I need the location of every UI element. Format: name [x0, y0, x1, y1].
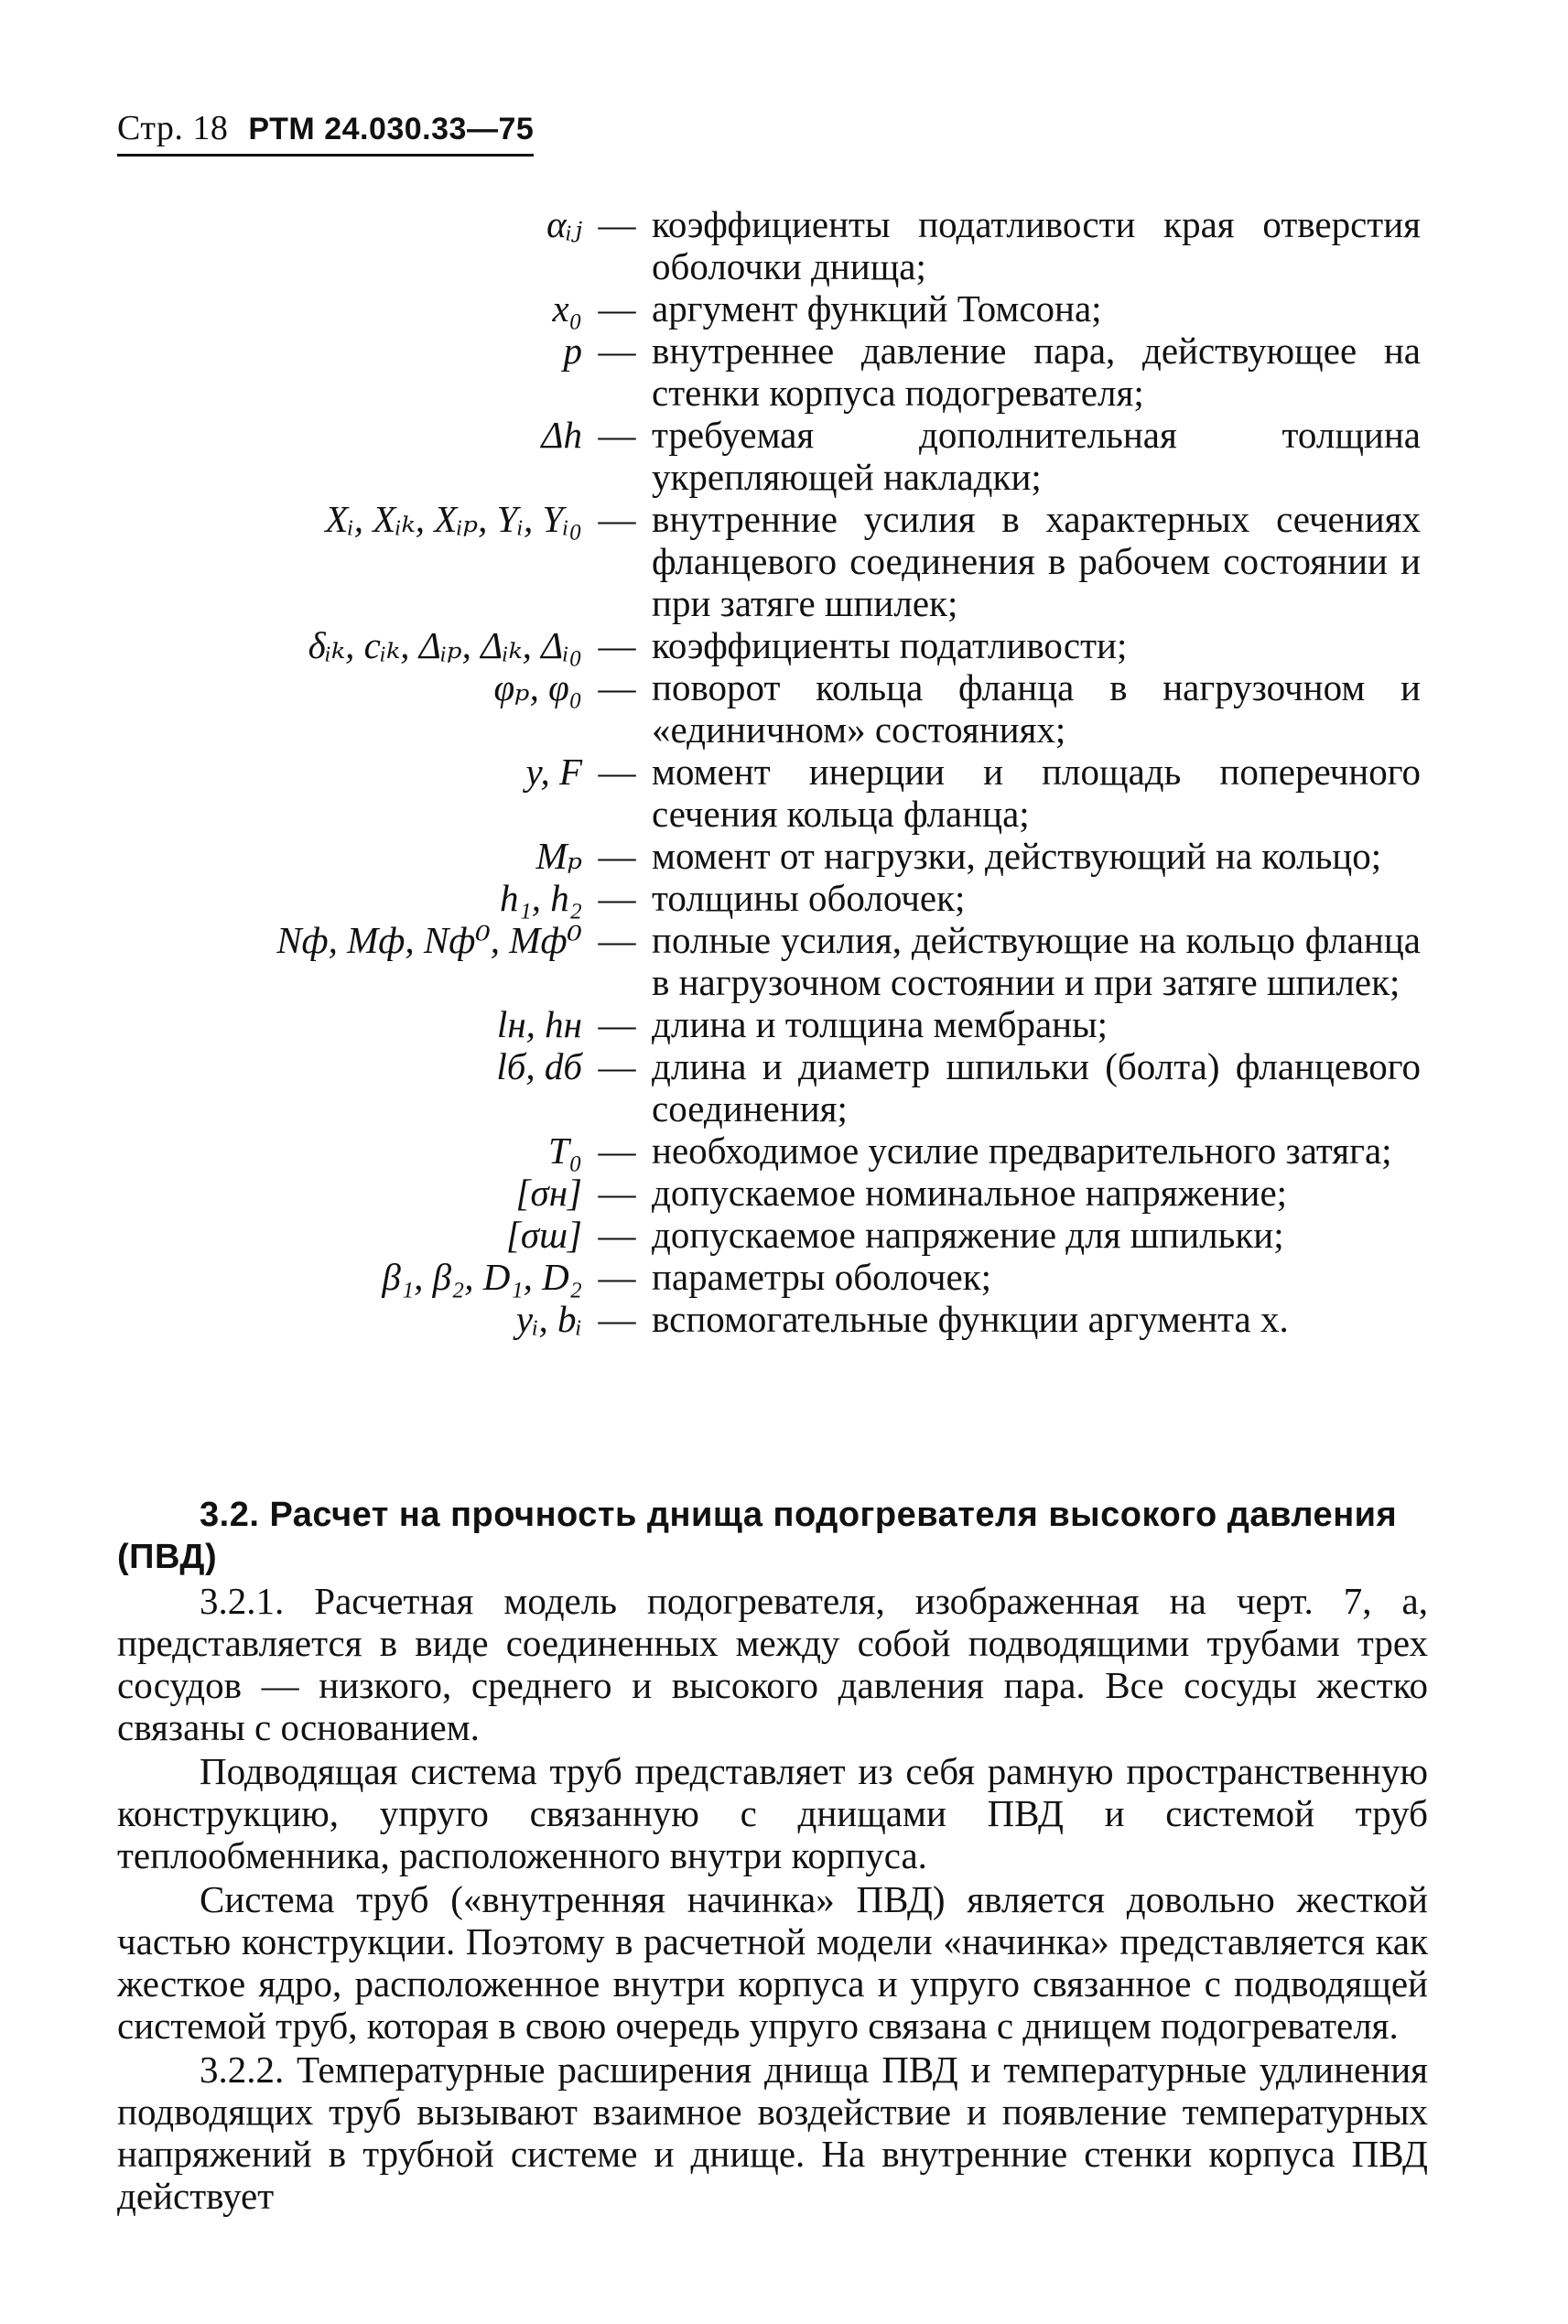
definition-symbol: β₁, β₂, D₁, D₂	[382, 1256, 582, 1298]
definition-text: поворот кольца фланца в нагрузочном и «единичном» состояниях;	[652, 666, 1421, 751]
definition-text: коэффициенты податливости края отверстия оболочки днища;	[652, 203, 1421, 287]
definitions-list	[110, 203, 1428, 1340]
definition-symbol: p	[563, 330, 582, 372]
definition-dash: —	[598, 666, 636, 708]
definition-symbol: Nф, Mф, Nф⁰, Mф⁰	[276, 919, 582, 961]
definition-symbol: yᵢ, bᵢ	[515, 1298, 582, 1340]
definition-text: требуемая дополнительная толщина укрепляющей накладки;	[652, 414, 1421, 498]
definition-item	[110, 751, 1428, 835]
definition-item	[110, 1045, 1428, 1130]
definition-dash: —	[598, 1256, 636, 1298]
definition-text: момент от нагрузки, действующий на кольцо;	[652, 835, 1382, 877]
definition-symbol: lн, hн	[496, 1003, 582, 1045]
definition-symbol: h₁, h₂	[499, 877, 582, 919]
page-number: 18	[192, 109, 229, 147]
definition-item	[110, 330, 1428, 414]
definition-item	[110, 1256, 1428, 1298]
definition-item	[110, 287, 1428, 330]
definition-item	[110, 1298, 1428, 1340]
definition-dash: —	[598, 1045, 636, 1087]
paragraph: 3.2.2. Температурные расширения днища ПВД и температурные удлинения подводящих труб вызывают взаимное воздействие и появление температурных напряжений в трубной системе и днище. На внутренние стенки корпуса ПВД действует	[117, 2048, 1428, 2217]
definition-dash: —	[598, 835, 636, 877]
definition-symbol: Δh	[541, 414, 582, 456]
definition-symbol: lб, dб	[496, 1045, 582, 1087]
definition-symbol: φₚ, φ₀	[493, 666, 582, 708]
definition-item	[110, 1214, 1428, 1256]
definition-dash: —	[598, 1130, 636, 1172]
definition-dash: —	[598, 203, 636, 245]
definition-item	[110, 919, 1428, 1003]
definition-item	[110, 498, 1428, 624]
definition-symbol: Mₚ	[535, 835, 582, 877]
definition-dash: —	[598, 498, 636, 540]
definition-dash: —	[598, 414, 636, 456]
definition-item	[110, 414, 1428, 498]
definition-text: аргумент функций Томсона;	[652, 287, 1102, 330]
page-label: Стр.	[117, 109, 184, 147]
definition-item	[110, 1172, 1428, 1214]
definition-dash: —	[598, 877, 636, 919]
definition-item	[110, 877, 1428, 919]
definition-symbol: [σш]	[505, 1214, 582, 1256]
definition-item	[110, 1130, 1428, 1172]
paragraph: 3.2.1. Расчетная модель подогревателя, изображенная на черт. 7, а, представляется в виде соединенных между собой подводящими трубами трех сосудов — низкого, среднего и высокого давления пара. Все сосуды жестко связаны с основанием.	[117, 1580, 1428, 1748]
definition-dash: —	[598, 1003, 636, 1045]
definition-text: параметры оболочек;	[652, 1256, 992, 1298]
definition-symbol: Xᵢ, Xᵢₖ, Xᵢₚ, Yᵢ, Yᵢ₀	[325, 498, 582, 540]
definition-dash: —	[598, 1214, 636, 1256]
definition-text: длина и диаметр шпильки (болта) фланцевого соединения;	[652, 1045, 1421, 1130]
definition-text: необходимое усилие предварительного затяга;	[652, 1130, 1392, 1172]
definition-symbol: x₀	[552, 287, 582, 330]
definition-text: полные усилия, действующие на кольцо фланца в нагрузочном состоянии и при затяге шпилек;	[652, 919, 1421, 1003]
definition-text: толщины оболочек;	[652, 877, 966, 919]
definition-symbol: αᵢⱼ	[546, 203, 582, 245]
definition-symbol: [σн]	[515, 1172, 582, 1214]
definition-text: внутренние усилия в характерных сечениях фланцевого соединения в рабочем состоянии и при затяге шпилек;	[652, 498, 1421, 624]
definition-item	[110, 1003, 1428, 1045]
definition-text: момент инерции и площадь поперечного сечения кольца фланца;	[652, 751, 1421, 835]
definition-text: длина и толщина мембраны;	[652, 1003, 1108, 1045]
definition-text: допускаемое номинальное напряжение;	[652, 1172, 1288, 1214]
definition-text: допускаемое напряжение для шпильки;	[652, 1214, 1284, 1256]
paragraph: Система труб («внутренняя начинка» ПВД) является довольно жесткой частью конструкции. Поэтому в расчетной модели «начинка» представляется как жесткое ядро, расположенное внутри корпуса и упруго связанное с подводящей системой труб, которая в свою очередь упруго связана с днищем подогревателя.	[117, 1878, 1428, 2047]
definition-text: внутреннее давление пара, действующее на стенки корпуса подогревателя;	[652, 330, 1421, 414]
definition-dash: —	[598, 751, 636, 793]
definition-dash: —	[598, 919, 636, 961]
definition-text: коэффициенты податливости;	[652, 624, 1128, 666]
definition-item	[110, 666, 1428, 751]
definition-dash: —	[598, 1172, 636, 1214]
definition-item	[110, 835, 1428, 877]
section-3-2	[117, 1494, 1428, 2219]
definition-dash: —	[598, 330, 636, 372]
definition-dash: —	[598, 1298, 636, 1340]
definition-symbol: T₀	[547, 1130, 582, 1172]
section-heading: 3.2. Расчет на прочность днища подогревателя высокого давления (ПВД)	[117, 1496, 1398, 1576]
definition-item	[110, 624, 1428, 666]
definition-dash: —	[598, 624, 636, 666]
definition-symbol: δᵢₖ, cᵢₖ, Δᵢₚ, Δᵢₖ, Δᵢ₀	[308, 624, 582, 666]
paragraph: Подводящая система труб представляет из себя рамную пространственную конструкцию, упруго связанную с днищами ПВД и системой труб теплообменника, расположенного внутри корпуса.	[117, 1750, 1428, 1876]
definition-item	[110, 203, 1428, 287]
definition-symbol: y, F	[525, 751, 582, 793]
definition-dash: —	[598, 287, 636, 330]
page-header	[117, 108, 534, 157]
document-code: РТМ 24.030.33—75	[248, 112, 535, 146]
definition-text: вспомогательные функции аргумента x.	[652, 1298, 1289, 1340]
